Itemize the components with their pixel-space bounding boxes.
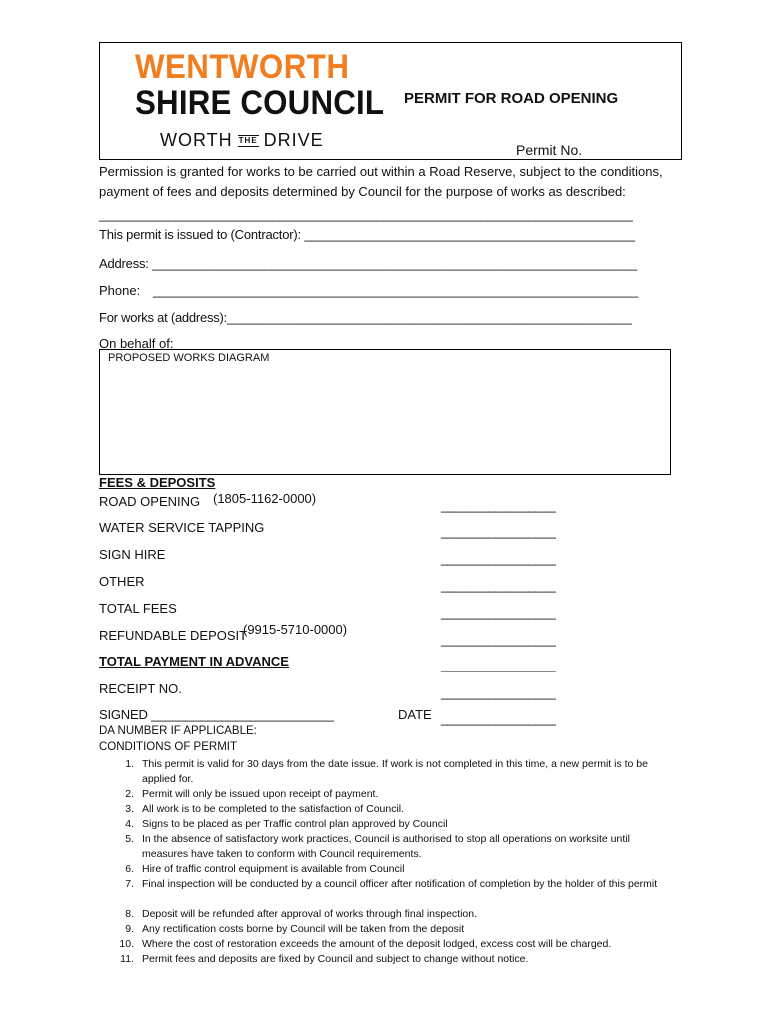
fee-label-road-opening: ROAD OPENING — [99, 494, 201, 509]
fee-label-water-service: WATER SERVICE TAPPING — [99, 520, 265, 535]
fee-blank-sign-hire[interactable]: _________________ — [441, 551, 556, 566]
condition-number: 10. — [119, 938, 134, 950]
fees-heading: FEES & DEPOSITS — [99, 475, 216, 490]
condition-text: Hire of traffic control equipment is available from Council — [142, 863, 405, 875]
council-tagline — [160, 130, 324, 151]
condition-text: Deposit will be refunded after approval of works through final inspection. — [142, 908, 478, 920]
phone-field[interactable]: _____________________________________________________________________ — [153, 283, 639, 298]
proposed-works-diagram-box[interactable] — [99, 349, 671, 475]
fee-label-total-payment: TOTAL PAYMENT IN ADVANCE — [99, 654, 289, 669]
condition-text: In the absence of satisfactory work practices, Council is authorised to stop all operations on worksite until measures have taken to conform with Council requirements. — [142, 833, 630, 860]
tagline-left: WORTH — [160, 130, 233, 150]
condition-number: 1. — [125, 758, 134, 770]
condition-number: 7. — [125, 878, 134, 890]
date-label: DATE — [398, 707, 432, 722]
condition-number: 11. — [120, 953, 134, 965]
condition-number: 6. — [125, 863, 134, 875]
intro-line-2: payment of fees and deposits determined by Council for the purpose of works as described: — [99, 184, 626, 199]
condition-text: Where the cost of restoration exceeds the amount of the deposit lodged, excess cost will be charged. — [142, 938, 612, 950]
condition-text: Permit will only be issued upon receipt of payment. — [142, 788, 379, 800]
fee-blank-total-fees[interactable]: _________________ — [441, 605, 556, 620]
conditions-list — [112, 757, 672, 972]
description-line[interactable]: _____________________________________________________________________________ — [99, 207, 633, 222]
receipt-no-blank[interactable]: _________________ — [441, 685, 556, 700]
conditions-heading: CONDITIONS OF PERMIT — [99, 741, 237, 753]
condition-text: This permit is valid for 30 days from the date issue. If work is not completed in this time, a new permit is to be applied for. — [142, 758, 648, 785]
tagline-right: DRIVE — [263, 130, 324, 150]
on-behalf-label: On behalf of: — [99, 336, 174, 351]
fee-blank-water-service[interactable]: _________________ — [441, 524, 556, 539]
council-logo-line1: WENTWORTH — [135, 48, 350, 86]
permit-number-label: Permit No. — [516, 142, 583, 158]
condition-number: 9. — [125, 923, 134, 935]
condition-text: Final inspection will be conducted by a council officer after notification of completion by the holder of this permit — [142, 878, 658, 890]
fee-label-sign-hire: SIGN HIRE — [99, 547, 166, 562]
intro-line-1: Permission is granted for works to be carried out within a Road Reserve, subject to the conditions, — [99, 164, 663, 179]
fee-blank-other[interactable]: _________________ — [441, 578, 556, 593]
condition-text: Any rectification costs borne by Council will be taken from the deposit — [142, 923, 465, 935]
condition-text: Signs to be placed as per Traffic control plan approved by Council — [142, 818, 448, 830]
da-number-label: DA NUMBER IF APPLICABLE: — [99, 725, 257, 737]
receipt-no-label: RECEIPT NO. — [99, 681, 182, 696]
fee-code-road-opening: (1805-1162-0000) — [213, 491, 317, 506]
condition-number: 5. — [125, 833, 134, 845]
condition-text: Permit fees and deposits are fixed by Council and subject to change without notice. — [142, 953, 529, 965]
diagram-label: PROPOSED WORKS DIAGRAM — [108, 352, 270, 364]
tagline-the: THE — [238, 135, 258, 145]
fee-label-total-fees: TOTAL FEES — [99, 601, 177, 616]
address-field[interactable]: Address: _____________________________________________________________________ — [99, 256, 638, 271]
fee-blank-refundable-deposit[interactable]: _________________ — [441, 632, 556, 647]
fee-blank-road-opening[interactable]: _________________ — [441, 498, 556, 513]
fee-code-refundable-deposit: (9915-5710-0000) — [243, 622, 348, 637]
fee-label-other: OTHER — [99, 574, 145, 589]
fee-blank-total-payment[interactable]: _________________ — [441, 658, 556, 673]
condition-number: 4. — [125, 818, 134, 830]
condition-number: 2. — [125, 788, 134, 800]
signed-field[interactable]: SIGNED __________________________ — [99, 707, 334, 722]
fee-label-refundable-deposit: REFUNDABLE DEPOSIT — [99, 628, 248, 643]
date-blank[interactable]: _________________ — [441, 711, 556, 726]
contractor-field[interactable]: This permit is issued to (Contractor): _______________________________________________ — [99, 227, 635, 242]
works-address-field[interactable]: For works at (address):__________________________________________________________ — [99, 310, 632, 325]
condition-number: 3. — [125, 803, 134, 815]
condition-number: 8. — [125, 908, 134, 920]
condition-text: All work is to be completed to the satisfaction of Council. — [142, 803, 405, 815]
page-title: PERMIT FOR ROAD OPENING — [404, 90, 619, 107]
phone-label: Phone: — [99, 283, 141, 298]
council-logo-line2: SHIRE COUNCIL — [135, 84, 385, 122]
